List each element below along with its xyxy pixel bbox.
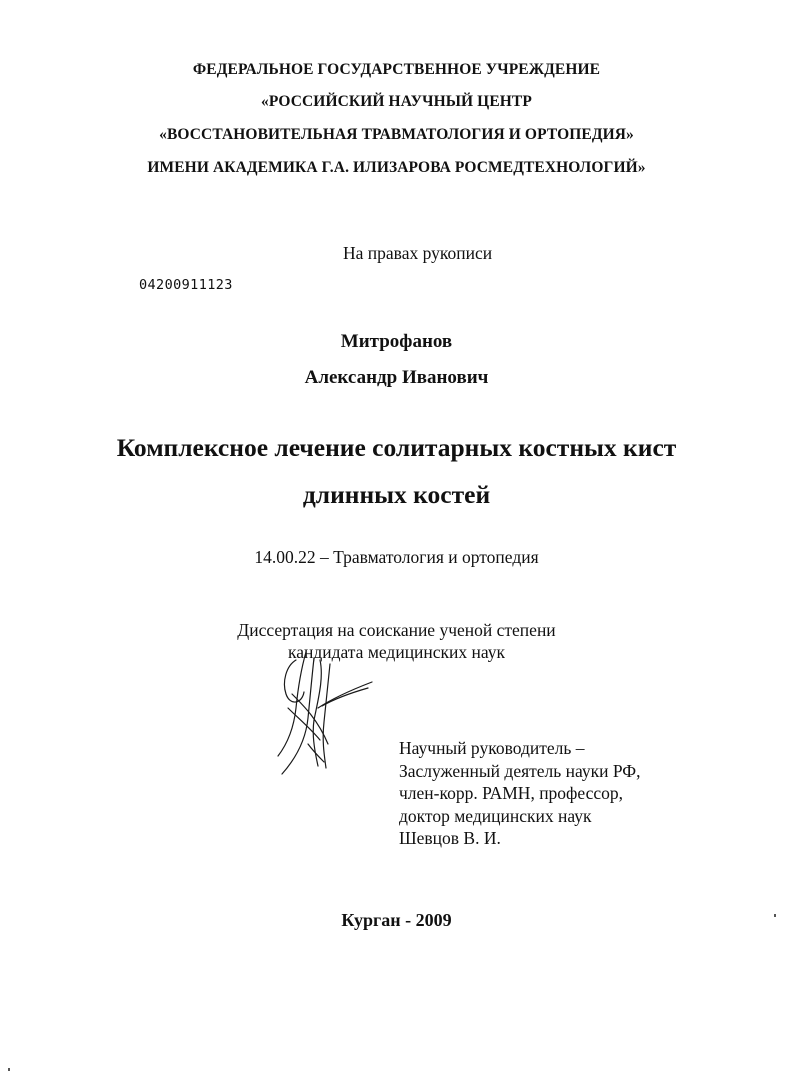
scan-speck (774, 914, 776, 917)
institution-line-3: «ВОССТАНОВИТЕЛЬНАЯ ТРАВМАТОЛОГИЯ И ОРТОПЕДИЯ» (159, 126, 634, 143)
dissertation-type-line-1: Диссертация на соискание ученой степени (237, 620, 556, 640)
supervisor-block (399, 737, 699, 850)
dissertation-type-line-2: кандидата медицинских наук (287, 642, 506, 662)
author-name: Александр Иванович (304, 367, 489, 388)
dissertation-title-line-1: Комплексное лечение солитарных костных кист (116, 433, 677, 462)
manuscript-note: На правах рукописи (343, 243, 493, 263)
supervisor-line-4: доктор медицинских наук (399, 805, 592, 826)
city-year: Курган - 2009 (341, 910, 452, 930)
institution-line-4: ИМЕНИ АКАДЕМИКА Г.А. ИЛИЗАРОВА РОСМЕДТЕХНОЛОГИЙ» (147, 159, 646, 176)
scan-speck (8, 1068, 10, 1071)
supervisor-line-2: Заслуженный деятель науки РФ, (399, 760, 641, 781)
catalog-code: 04200911123 (139, 277, 233, 293)
specialty: 14.00.22 – Травматология и ортопедия (254, 547, 539, 567)
institution-line-1: ФЕДЕРАЛЬНОЕ ГОСУДАРСТВЕННОЕ УЧРЕЖДЕНИЕ (192, 61, 601, 78)
signature-image (268, 648, 380, 778)
dissertation-title-line-2: длинных костей (302, 480, 491, 509)
institution-line-2: «РОССИЙСКИЙ НАУЧНЫЙ ЦЕНТР (261, 93, 532, 110)
supervisor-line-1: Научный руководитель – (399, 738, 585, 758)
supervisor-name: Шевцов В. И. (399, 828, 501, 848)
supervisor-line-3: член-корр. РАМН, профессор, (399, 783, 624, 803)
author-surname: Митрофанов (340, 331, 453, 352)
